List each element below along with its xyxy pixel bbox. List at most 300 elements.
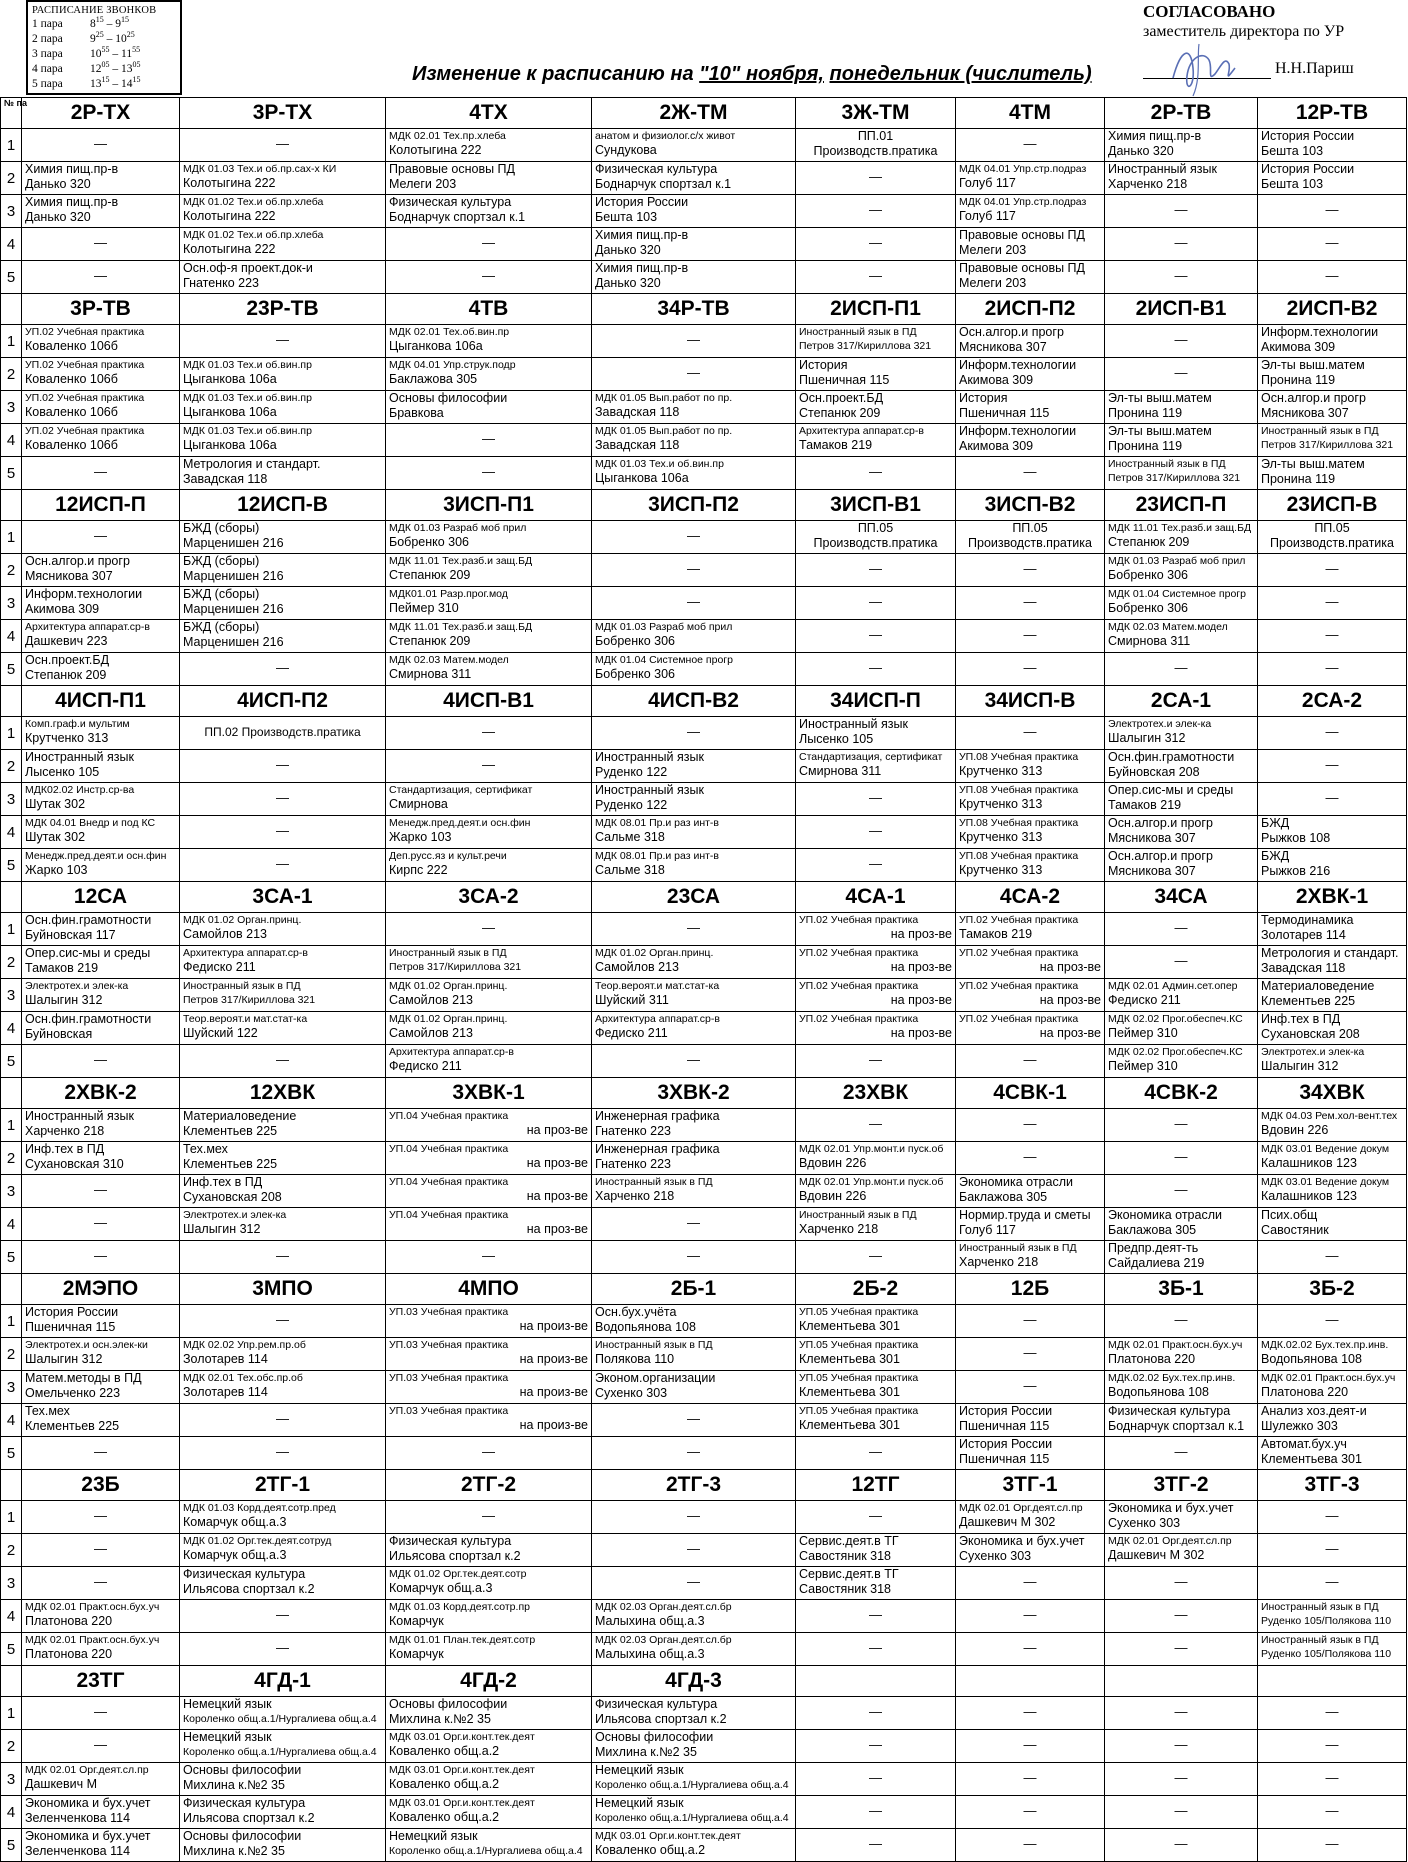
group-name: 12ТГ bbox=[796, 1470, 956, 1501]
lesson-teacher-room: Пронина 119 bbox=[1108, 439, 1183, 453]
lesson-teacher-room: Лысенко 105 bbox=[799, 732, 874, 746]
empty-lesson-dash: — bbox=[1023, 1640, 1037, 1655]
lesson-subject: Экономика отрасли bbox=[1108, 1208, 1222, 1222]
lesson-cell bbox=[22, 1338, 180, 1371]
lesson-subject: УП.04 Учебная практика bbox=[389, 1176, 509, 1188]
lesson-subject: УП.08 Учебная практика bbox=[959, 751, 1079, 763]
lesson-cell bbox=[592, 1437, 796, 1470]
lesson-cell bbox=[180, 1045, 386, 1078]
lesson-teacher-room: Производств.пратика bbox=[813, 536, 938, 550]
lesson-subject: Основы философии bbox=[389, 391, 508, 405]
lesson-row bbox=[1, 162, 1407, 195]
lesson-teacher-room: Сухенко 303 bbox=[1108, 1516, 1181, 1530]
lesson-teacher-room: Харченко 218 bbox=[25, 1124, 105, 1138]
lesson-teacher-room: Цыганкова 106а bbox=[183, 372, 277, 386]
lesson-teacher-room: на проз-ве bbox=[890, 927, 952, 941]
pair-number: 2 bbox=[1, 946, 22, 979]
lesson-cell bbox=[796, 1501, 956, 1534]
lesson-cell bbox=[796, 554, 956, 587]
lesson-cell bbox=[592, 1404, 796, 1437]
lesson-subject: Деп.русс.яз и культ.речи bbox=[389, 850, 507, 862]
bell-time: $10^{55} - 11^{55}$ bbox=[90, 45, 141, 60]
lesson-row bbox=[1, 1012, 1407, 1045]
lesson-cell bbox=[1258, 620, 1407, 653]
lesson-cell bbox=[1258, 717, 1407, 750]
bell-schedule bbox=[26, 0, 182, 95]
lesson-subject: Информ.технологии bbox=[959, 358, 1077, 372]
lesson-row bbox=[1, 1175, 1407, 1208]
lesson-cell bbox=[386, 391, 592, 424]
lesson-subject: Экономика отрасли bbox=[959, 1175, 1073, 1189]
lesson-teacher-room: Короленко общ.а.1/Нургалиева общ.а.4 bbox=[183, 1746, 377, 1758]
lesson-row bbox=[1, 325, 1407, 358]
group-header-row bbox=[1, 686, 1407, 717]
page-title bbox=[412, 63, 1092, 86]
lesson-teacher-room: Клементьев 225 bbox=[1261, 994, 1356, 1008]
lesson-teacher-room: Колотыгина 222 bbox=[183, 242, 276, 256]
bell-pair-label: 3 пара bbox=[32, 48, 63, 60]
lesson-cell bbox=[592, 162, 796, 195]
lesson-cell bbox=[180, 325, 386, 358]
group-name: 4СА-2 bbox=[956, 882, 1105, 913]
lesson-cell bbox=[386, 750, 592, 783]
lesson-teacher-room: Данько 320 bbox=[1108, 144, 1174, 158]
lesson-cell bbox=[180, 913, 386, 946]
lesson-teacher-room: Золотарев 114 bbox=[183, 1385, 268, 1399]
lesson-cell bbox=[180, 1338, 386, 1371]
lesson-teacher-room: Акимова 309 bbox=[959, 439, 1034, 453]
lesson-subject: МДК 02.02 Упр.рем.пр.об bbox=[183, 1339, 306, 1351]
lesson-subject: МДК 02.01 Орг.деят.сл.пр bbox=[25, 1764, 149, 1776]
empty-lesson-dash: — bbox=[1325, 627, 1339, 642]
empty-lesson-dash: — bbox=[1174, 1640, 1188, 1655]
lesson-teacher-room: Тамаков 219 bbox=[799, 438, 873, 452]
lesson-teacher-room: Михлина к.№2 35 bbox=[595, 1745, 697, 1759]
pair-number: 5 bbox=[1, 849, 22, 882]
lesson-subject: Немецкий язык bbox=[183, 1697, 272, 1711]
pair-number: 4 bbox=[1, 816, 22, 849]
lesson-cell bbox=[592, 424, 796, 457]
lesson-subject: Стандартизация, сертификат bbox=[389, 784, 533, 796]
lesson-cell bbox=[22, 1829, 180, 1862]
lesson-subject: Материаловедение bbox=[1261, 979, 1375, 993]
empty-lesson-dash: — bbox=[869, 856, 882, 871]
lesson-cell bbox=[386, 1142, 592, 1175]
lesson-cell bbox=[1258, 1175, 1407, 1208]
lesson-cell bbox=[796, 1241, 956, 1274]
lesson-teacher-room: Клементьева 301 bbox=[799, 1385, 900, 1399]
lesson-cell bbox=[180, 1697, 386, 1730]
empty-lesson-dash: — bbox=[94, 1574, 107, 1589]
empty-lesson-dash: — bbox=[482, 920, 495, 935]
lesson-cell bbox=[796, 325, 956, 358]
lesson-teacher-room: Бобренко 306 bbox=[595, 667, 676, 681]
lesson-teacher-room: Цыганкова 106а bbox=[389, 339, 483, 353]
empty-lesson-dash: — bbox=[1023, 1737, 1037, 1752]
lesson-subject: Электротех.и элек-ка bbox=[25, 980, 129, 992]
lesson-teacher-room: Вдовин 226 bbox=[799, 1156, 867, 1170]
lesson-cell bbox=[386, 325, 592, 358]
lesson-teacher-room: Клементьева 301 bbox=[799, 1352, 900, 1366]
lesson-teacher-room: Данько 320 bbox=[25, 210, 91, 224]
lesson-cell bbox=[796, 195, 956, 228]
lesson-cell bbox=[22, 1534, 180, 1567]
lesson-cell bbox=[386, 261, 592, 294]
group-name: 2ИСП-П1 bbox=[796, 294, 956, 325]
lesson-subject: МДК 01.02 Орг.тек.деят.сотр bbox=[389, 1568, 527, 1580]
lesson-teacher-room: Завадская 118 bbox=[183, 472, 268, 486]
pair-number: 1 bbox=[1, 1501, 22, 1534]
lesson-teacher-room: Крутченко 313 bbox=[959, 797, 1043, 811]
lesson-cell bbox=[180, 1208, 386, 1241]
lesson-teacher-room: Смирнова bbox=[389, 797, 448, 811]
lesson-cell bbox=[796, 1796, 956, 1829]
lesson-cell bbox=[1105, 358, 1258, 391]
lesson-cell bbox=[1258, 1697, 1407, 1730]
empty-lesson-dash: — bbox=[276, 1411, 289, 1426]
lesson-cell bbox=[386, 1829, 592, 1862]
lesson-subject: МДК 01.03 Тех.и об.вин.пр bbox=[183, 359, 312, 371]
lesson-teacher-room: Михлина к.№2 35 bbox=[389, 1712, 491, 1726]
lesson-teacher-room: Мелеги 203 bbox=[959, 243, 1027, 257]
lesson-cell bbox=[180, 717, 386, 750]
lesson-row bbox=[1, 1534, 1407, 1567]
lesson-teacher-room: Мелеги 203 bbox=[959, 276, 1027, 290]
lesson-cell bbox=[180, 620, 386, 653]
pair-number-header: № па bbox=[1, 98, 22, 129]
empty-lesson-dash: — bbox=[482, 1248, 495, 1263]
lesson-teacher-room: Данько 320 bbox=[595, 243, 661, 257]
group-name: 2МЭПО bbox=[22, 1274, 180, 1305]
lesson-subject: МДК 01.05 Вып.работ по пр. bbox=[595, 425, 733, 437]
lesson-cell bbox=[386, 946, 592, 979]
lesson-subject: МДК 01.02 Орган.принц. bbox=[595, 947, 714, 959]
pair-number-header bbox=[1, 490, 22, 521]
lesson-cell bbox=[1258, 946, 1407, 979]
lesson-teacher-room: Смирнова 311 bbox=[1108, 634, 1191, 648]
lesson-subject: Менедж.пред.деят.и осн.фин bbox=[25, 850, 167, 862]
lesson-teacher-room: Колотыгина 222 bbox=[183, 209, 276, 223]
lesson-cell bbox=[22, 620, 180, 653]
lesson-subject: Основы философии bbox=[389, 1697, 508, 1711]
lesson-row bbox=[1, 1142, 1407, 1175]
lesson-subject: МДК.02.02 Бух.тех.пр.инв. bbox=[1108, 1372, 1236, 1384]
lesson-subject: Нормир.труда и сметы bbox=[959, 1208, 1091, 1222]
group-header-row bbox=[1, 1274, 1407, 1305]
lesson-teacher-room: Петров 317/Кириллова 321 bbox=[799, 340, 932, 352]
lesson-cell bbox=[1258, 1567, 1407, 1600]
empty-lesson-dash: — bbox=[869, 1737, 882, 1752]
lesson-subject: Теор.вероят.и мат.стат-ка bbox=[595, 980, 720, 992]
lesson-cell bbox=[956, 1600, 1105, 1633]
lesson-teacher-room: Вдовин 226 bbox=[799, 1189, 867, 1203]
lesson-cell bbox=[956, 1730, 1105, 1763]
group-name: 2ТГ-3 bbox=[592, 1470, 796, 1501]
lesson-teacher-room: Тамаков 219 bbox=[1108, 798, 1182, 812]
empty-lesson-dash: — bbox=[1325, 1770, 1339, 1785]
lesson-teacher-room: на проз-ве bbox=[526, 1222, 588, 1236]
approval-block bbox=[1143, 2, 1405, 77]
lesson-subject: МДК 02.01 Практ.осн.бух.уч bbox=[25, 1634, 160, 1646]
lesson-teacher-room: Бобренко 306 bbox=[1108, 568, 1189, 582]
lesson-cell bbox=[22, 783, 180, 816]
lesson-subject: Инф.тех в ПД bbox=[1261, 1012, 1341, 1026]
empty-lesson-dash: — bbox=[482, 268, 495, 283]
lesson-teacher-room: Петров 317/Кириллова 321 bbox=[1108, 472, 1241, 484]
group-name: 34ХВК bbox=[1258, 1078, 1407, 1109]
lesson-cell bbox=[796, 1371, 956, 1404]
bell-time: $8^{15} - 9^{15}$ bbox=[90, 15, 129, 30]
lesson-subject: Комп.граф.и мультим bbox=[25, 718, 130, 730]
empty-lesson-dash: — bbox=[1023, 660, 1037, 675]
lesson-subject: История России bbox=[959, 1404, 1053, 1418]
lesson-cell bbox=[796, 457, 956, 490]
lesson-cell bbox=[386, 1437, 592, 1470]
lesson-cell bbox=[956, 261, 1105, 294]
lesson-teacher-room: Лысенко 105 bbox=[25, 765, 100, 779]
lesson-cell bbox=[1105, 979, 1258, 1012]
empty-lesson-dash: — bbox=[1023, 594, 1037, 609]
lesson-subject: УП.02 Учебная практика bbox=[25, 392, 145, 404]
lesson-teacher-room: Голуб 117 bbox=[959, 176, 1016, 190]
group-name: 3ИСП-В1 bbox=[796, 490, 956, 521]
lesson-teacher-room: Петров 317/Кириллова 321 bbox=[1261, 439, 1394, 451]
lesson-subject: Осн.алгор.и прогр bbox=[959, 325, 1064, 339]
lesson-cell bbox=[796, 1109, 956, 1142]
lesson-subject: УП.03 Учебная практика bbox=[389, 1339, 509, 1351]
lesson-subject: МДК 01.03 Разраб моб прил bbox=[389, 522, 527, 534]
lesson-teacher-room: Цыганкова 106а bbox=[183, 405, 277, 419]
lesson-subject: МДК 01.03 Тех.и об.вин.пр bbox=[595, 458, 724, 470]
group-name: 4ГД-3 bbox=[592, 1666, 796, 1697]
empty-lesson-dash: — bbox=[1325, 1803, 1339, 1818]
lesson-cell bbox=[1105, 750, 1258, 783]
group-name: 4СВК-1 bbox=[956, 1078, 1105, 1109]
lesson-subject: Иностранный язык в ПД bbox=[183, 980, 301, 992]
lesson-cell bbox=[796, 1437, 956, 1470]
lesson-cell bbox=[592, 783, 796, 816]
pair-number: 4 bbox=[1, 1012, 22, 1045]
lesson-subject: УП.02 Учебная практика bbox=[25, 359, 145, 371]
lesson-cell bbox=[180, 1012, 386, 1045]
empty-lesson-dash: — bbox=[1023, 1116, 1037, 1131]
lesson-cell bbox=[592, 1012, 796, 1045]
lesson-cell bbox=[386, 228, 592, 261]
empty-lesson-dash: — bbox=[1023, 464, 1037, 479]
lesson-cell bbox=[22, 1305, 180, 1338]
lesson-subject: Химия пищ.пр-в bbox=[1108, 129, 1202, 143]
lesson-teacher-room: Марценишен 216 bbox=[183, 635, 284, 649]
empty-lesson-dash: — bbox=[687, 724, 700, 739]
lesson-cell bbox=[386, 162, 592, 195]
pair-number: 2 bbox=[1, 1534, 22, 1567]
lesson-row bbox=[1, 1404, 1407, 1437]
lesson-teacher-room: Петров 317/Кириллова 321 bbox=[183, 994, 316, 1006]
lesson-teacher-room: Шалыгин 312 bbox=[1261, 1059, 1339, 1073]
empty-lesson-dash: — bbox=[1174, 332, 1188, 347]
lesson-cell bbox=[1105, 620, 1258, 653]
group-header-row bbox=[1, 1666, 1407, 1697]
group-name: 2Ж-ТМ bbox=[592, 98, 796, 129]
lesson-teacher-room: Комарчук общ.а.3 bbox=[183, 1548, 287, 1562]
lesson-subject: МДК 02.02 Прог.обеспеч.КС bbox=[1108, 1046, 1243, 1058]
lesson-cell bbox=[592, 1633, 796, 1666]
lesson-cell bbox=[386, 1730, 592, 1763]
lesson-teacher-room: Руденко 122 bbox=[595, 765, 668, 779]
lesson-cell bbox=[1105, 261, 1258, 294]
empty-lesson-dash: — bbox=[482, 464, 495, 479]
pair-number: 4 bbox=[1, 1404, 22, 1437]
lesson-cell bbox=[1105, 1600, 1258, 1633]
lesson-teacher-room: Савостяник 318 bbox=[799, 1582, 891, 1596]
lesson-cell bbox=[956, 521, 1105, 554]
lesson-cell bbox=[180, 554, 386, 587]
group-name: 2Р-ТХ bbox=[22, 98, 180, 129]
lesson-subject: Немецкий язык bbox=[595, 1763, 684, 1777]
lesson-teacher-room: Бобренко 306 bbox=[389, 535, 470, 549]
lesson-subject: МДК 02.03 Орган.деят.сл.бр bbox=[595, 1634, 732, 1646]
lesson-cell bbox=[592, 849, 796, 882]
lesson-subject: МДК 03.01 Орг.и.конт.тек.деят bbox=[389, 1797, 535, 1809]
lesson-row bbox=[1, 816, 1407, 849]
group-name: 2ХВК-1 bbox=[1258, 882, 1407, 913]
empty-lesson-dash: — bbox=[869, 594, 882, 609]
lesson-cell bbox=[956, 391, 1105, 424]
lesson-subject: МДК 02.03 Орган.деят.сл.бр bbox=[595, 1601, 732, 1613]
lesson-subject: Архитектура аппарат.ср-в bbox=[25, 621, 150, 633]
lesson-cell bbox=[796, 1012, 956, 1045]
empty-lesson-dash: — bbox=[687, 1215, 700, 1230]
lesson-cell bbox=[22, 195, 180, 228]
lesson-row bbox=[1, 750, 1407, 783]
lesson-row bbox=[1, 1633, 1407, 1666]
lesson-subject: Немецкий язык bbox=[595, 1796, 684, 1810]
lesson-teacher-room: Смирнова 311 bbox=[389, 667, 472, 681]
lesson-teacher-room: Пшеничная 115 bbox=[25, 1320, 116, 1334]
lesson-subject: Иностранный язык bbox=[799, 717, 908, 731]
lesson-teacher-room: на проз-ве bbox=[1039, 993, 1101, 1007]
lesson-cell bbox=[956, 1763, 1105, 1796]
lesson-teacher-room: Шалыгин 312 bbox=[25, 1352, 103, 1366]
lesson-cell bbox=[386, 1600, 592, 1633]
lesson-cell bbox=[1258, 1534, 1407, 1567]
lesson-subject: Немецкий язык bbox=[389, 1829, 478, 1843]
lesson-row bbox=[1, 1763, 1407, 1796]
lesson-subject: Эл-ты выш.матем bbox=[1261, 358, 1365, 372]
group-name: 12ИСП-В bbox=[180, 490, 386, 521]
lesson-teacher-room: Бешта 103 bbox=[595, 210, 658, 224]
lesson-row bbox=[1, 1305, 1407, 1338]
lesson-teacher-room: Тамаков 219 bbox=[959, 927, 1033, 941]
lesson-subject: Иностранный язык bbox=[25, 750, 134, 764]
lesson-cell bbox=[386, 717, 592, 750]
lesson-subject: МДК 01.02 Орг.тек.деят.сотруд bbox=[183, 1535, 332, 1547]
lesson-cell bbox=[22, 1697, 180, 1730]
lesson-subject: Иностранный язык bbox=[25, 1109, 134, 1123]
lesson-teacher-room: Степанюк 209 bbox=[389, 634, 471, 648]
lesson-teacher-room: Федиско 211 bbox=[183, 960, 256, 974]
group-name: 4ТХ bbox=[386, 98, 592, 129]
pair-number: 2 bbox=[1, 358, 22, 391]
lesson-subject: Электротех.и элек-ка bbox=[1261, 1046, 1365, 1058]
lesson-cell bbox=[386, 1012, 592, 1045]
lesson-teacher-room: Мясникова 307 bbox=[25, 569, 113, 583]
lesson-teacher-room: Боднарчук спортзал к.1 bbox=[1108, 1419, 1245, 1433]
lesson-subject: Иностранный язык в ПД bbox=[389, 947, 507, 959]
lesson-subject: Экономика и бух.учет bbox=[1108, 1501, 1234, 1515]
lesson-teacher-room: Короленко общ.а.1/Нургалиева общ.а.4 bbox=[389, 1845, 583, 1857]
lesson-teacher-room: на проз-ве bbox=[1039, 960, 1101, 974]
lesson-teacher-room: Сайдалиева 219 bbox=[1108, 1256, 1205, 1270]
lesson-subject: МДК 01.03 Тех.и об.пр.сах-х КИ bbox=[183, 163, 337, 175]
lesson-teacher-room: Платонова 220 bbox=[1108, 1352, 1196, 1366]
group-name: 23ИСП-В bbox=[1258, 490, 1407, 521]
empty-lesson-dash: — bbox=[869, 823, 882, 838]
group-header-row bbox=[1, 98, 1407, 129]
lesson-subject: МДК 02.01 Орг.деят.сл.пр bbox=[959, 1502, 1083, 1514]
title-date: "10" ноября, bbox=[699, 63, 824, 85]
lesson-cell bbox=[956, 554, 1105, 587]
lesson-row bbox=[1, 1109, 1407, 1142]
group-name: 4СА-1 bbox=[796, 882, 956, 913]
lesson-subject: Экономика и бух.учет bbox=[25, 1796, 151, 1810]
lesson-subject: МДК 04.01 Внедр и под КС bbox=[25, 817, 156, 829]
group-name bbox=[1105, 1666, 1258, 1697]
lesson-cell bbox=[1105, 1796, 1258, 1829]
lesson-cell bbox=[1105, 391, 1258, 424]
lesson-subject: Инф.тех в ПД bbox=[183, 1175, 263, 1189]
lesson-cell bbox=[22, 653, 180, 686]
pair-number: 1 bbox=[1, 129, 22, 162]
lesson-subject: МДК01.01 Разр.прог.мод bbox=[389, 588, 508, 600]
lesson-cell bbox=[180, 1142, 386, 1175]
lesson-subject: Осн.алгор.и прогр bbox=[1261, 391, 1366, 405]
lesson-subject: МДК02.02 Инстр.ср-ва bbox=[25, 784, 135, 796]
lesson-teacher-room: Ильясова спортзал к.2 bbox=[389, 1549, 521, 1563]
pair-number: 1 bbox=[1, 1305, 22, 1338]
lesson-subject: БЖД bbox=[1261, 816, 1290, 830]
lesson-subject: БЖД (сборы) bbox=[183, 521, 260, 535]
lesson-subject: МДК 01.02 Орган.принц. bbox=[389, 1013, 508, 1025]
lesson-subject: Архитектура аппарат.ср-в bbox=[389, 1046, 514, 1058]
lesson-subject: БЖД (сборы) bbox=[183, 587, 260, 601]
lesson-teacher-room: Платонова 220 bbox=[1261, 1385, 1349, 1399]
lesson-subject: МДК 02.01 Тех.об.вин.пр bbox=[389, 326, 510, 338]
lesson-cell bbox=[592, 391, 796, 424]
lesson-subject: Инженерная графика bbox=[595, 1142, 720, 1156]
lesson-teacher-room: Данько 320 bbox=[25, 177, 91, 191]
lesson-cell bbox=[956, 1567, 1105, 1600]
lesson-cell bbox=[1105, 1437, 1258, 1470]
lesson-cell bbox=[1258, 1633, 1407, 1666]
group-name: 2ТГ-1 bbox=[180, 1470, 386, 1501]
lesson-cell bbox=[592, 195, 796, 228]
lesson-cell bbox=[22, 750, 180, 783]
lesson-teacher-room: Зеленченкова 114 bbox=[25, 1811, 131, 1825]
lesson-cell bbox=[180, 849, 386, 882]
lesson-teacher-room: Боднарчук спортзал к.1 bbox=[389, 210, 526, 224]
lesson-cell bbox=[1258, 391, 1407, 424]
lesson-cell bbox=[22, 1371, 180, 1404]
empty-lesson-dash: — bbox=[687, 561, 700, 576]
lesson-cell bbox=[180, 946, 386, 979]
group-name: 23СА bbox=[592, 882, 796, 913]
group-name: 34ИСП-В bbox=[956, 686, 1105, 717]
lesson-teacher-room: Пронина 119 bbox=[1261, 373, 1336, 387]
lesson-subject: МДК 01.02 Орган.принц. bbox=[183, 914, 302, 926]
group-name: 4СВК-2 bbox=[1105, 1078, 1258, 1109]
lesson-cell bbox=[956, 979, 1105, 1012]
